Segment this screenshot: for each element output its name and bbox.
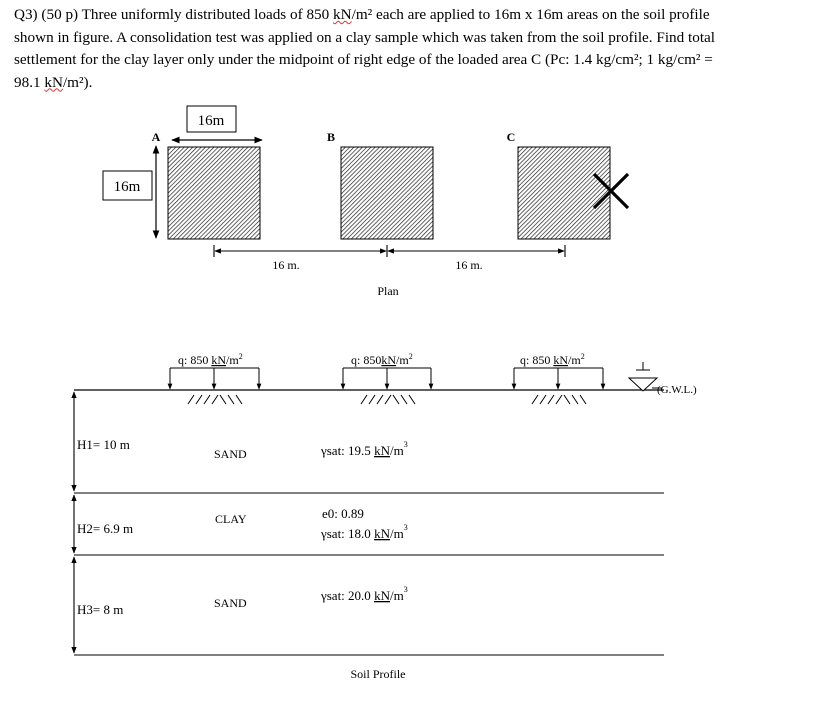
area-label-a: A bbox=[151, 130, 161, 144]
question-text-part: settlement for the clay layer only under the midpoint of right edge of the loaded area C (Pc: 1.4 kg/cm²; 1 kg/cm² = bbox=[14, 51, 713, 68]
layer-2-void-ratio: e0: 0.89 bbox=[322, 506, 364, 521]
plan-view bbox=[103, 106, 628, 298]
h3-label: H3= 8 m bbox=[77, 602, 124, 617]
question-text-part: shown in figure. A consolidation test was applied on a clay sample which was taken from the soil profile. Find total bbox=[14, 28, 716, 46]
load-label-2: q: $850kN/m^2$ bbox=[351, 352, 413, 367]
area-label-c: C bbox=[506, 130, 516, 144]
area-label-b: B bbox=[326, 130, 336, 144]
gap-label-2: 16 m. bbox=[455, 258, 483, 272]
gwl-label: (G.W.L.) bbox=[657, 384, 697, 396]
load-arrows-3 bbox=[514, 368, 603, 404]
h2-label: H2= 6.9 m bbox=[77, 521, 134, 536]
unit-kn: kN bbox=[44, 73, 63, 91]
layer-1-soil-type: SAND bbox=[214, 447, 247, 461]
loaded-area-b bbox=[341, 147, 433, 239]
layer-2-unit-weight: γsat: 18.0 $kN/m^3$ bbox=[321, 523, 408, 541]
gap-label-1: 16 m. bbox=[272, 258, 300, 272]
loaded-area-c bbox=[518, 147, 610, 239]
loaded-area-a bbox=[168, 147, 260, 239]
layer-3-soil-type: SAND bbox=[214, 596, 247, 610]
profile-caption: Soil Profile bbox=[350, 667, 406, 681]
load-label-1: q: 850 $kN/m^2$ bbox=[178, 352, 243, 367]
question-text-part: /m² each are applied to 16m x 16m areas on the soil profile bbox=[351, 6, 710, 23]
soil-profile bbox=[74, 352, 697, 681]
height-label: 16m bbox=[113, 179, 141, 195]
layer-1-unit-weight: γsat: 19.5 $kN/m^3$ bbox=[321, 440, 408, 458]
h1-label: H1= 10 m bbox=[77, 437, 130, 452]
gap-dimension bbox=[214, 245, 565, 257]
load-label-3: q: 850 $kN/m^2$ bbox=[520, 352, 585, 367]
load-arrows-2 bbox=[343, 368, 431, 404]
layer-3-unit-weight: γsat: 20.0 $kN/m^3$ bbox=[321, 585, 408, 603]
question-text-part: 98.1 bbox=[14, 73, 45, 91]
plan-caption: Plan bbox=[377, 284, 399, 298]
question-text-part: Q3) (50 p) Three uniformly distributed loads of 850 bbox=[14, 6, 334, 23]
unit-kn: kN bbox=[333, 6, 352, 23]
load-arrows-1 bbox=[170, 368, 259, 404]
question-text-part: /m²). bbox=[62, 73, 93, 91]
width-label: 16m bbox=[197, 113, 225, 129]
layer-2-soil-type: CLAY bbox=[215, 512, 247, 526]
